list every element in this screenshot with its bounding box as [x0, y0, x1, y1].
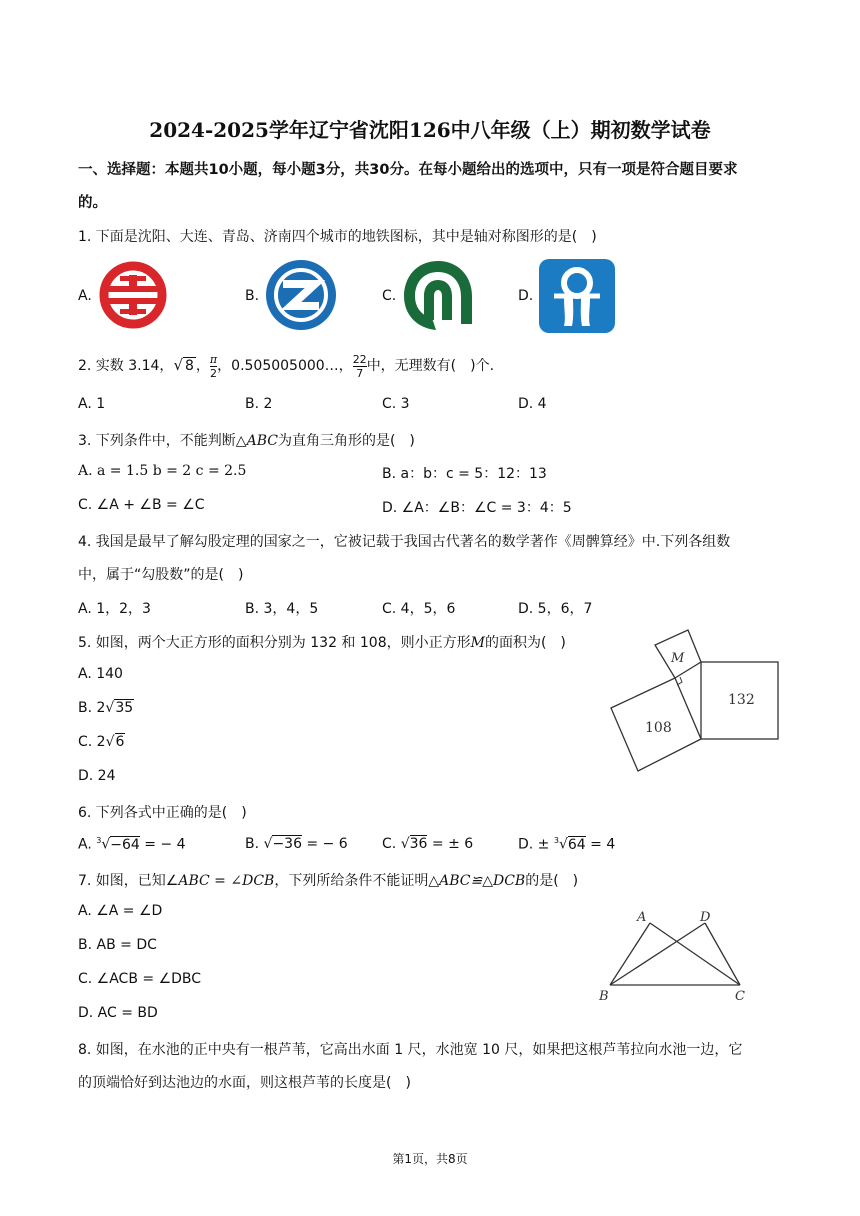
q6-option-b-rad: −36	[272, 836, 302, 852]
q5-option-c	[78, 734, 125, 750]
jinan-metro-logo-icon	[538, 258, 616, 334]
fig-label-m: M	[671, 651, 685, 666]
q1-option-b: B.	[245, 288, 260, 304]
q4-option-a: A. 1，2，3	[78, 601, 151, 617]
q7-stem	[78, 870, 578, 890]
q4-stem: 4. 我国是最早了解勾股定理的国家之一，它被记载于我国古代著名的数学著作《周髀算经》中.下列各组数	[78, 534, 731, 550]
q6-option-b-pre: B.	[245, 836, 264, 852]
q6-option-b	[245, 836, 348, 852]
q6-option-a	[78, 836, 186, 853]
q5-option-a: A. 140	[78, 666, 123, 682]
q7-stem-tri: ABC≌△DCB	[439, 873, 526, 889]
q1-option-a: A.	[78, 288, 92, 304]
q3-option-c: C. ∠A + ∠B = ∠C	[78, 497, 205, 513]
q6-option-c-post: = ± 6	[427, 836, 474, 852]
q7-option-a: A. ∠A = ∠D	[78, 903, 163, 919]
cube-root-index: 3	[553, 836, 559, 845]
q7-figure	[595, 905, 760, 1005]
q7-option-d: D. AC = BD	[78, 1005, 158, 1021]
sqrt-sign-icon: √	[105, 700, 115, 716]
q2-option-a: A. 1	[78, 396, 106, 412]
shenyang-metro-logo-icon	[98, 259, 168, 331]
q6-option-c	[382, 836, 473, 852]
q5-option-c-pre: C. 2	[78, 734, 106, 750]
q2-pi-den: 2	[210, 366, 218, 380]
q3-option-b: B. a：b：c = 5：12：13	[382, 466, 547, 482]
q2-fraction	[353, 353, 367, 380]
q6-option-b-post: = − 6	[301, 836, 348, 852]
q5-stem	[78, 632, 566, 652]
q3-stem	[78, 430, 415, 450]
q4-option-d: D. 5，6，7	[518, 601, 593, 617]
q1-option-d: D.	[518, 288, 534, 304]
q7-option-c: C. ∠ACB = ∠DBC	[78, 971, 202, 987]
q7-option-b: B. AB = DC	[78, 937, 157, 953]
q2-pi-num: π	[209, 352, 218, 366]
qingdao-metro-logo-icon	[400, 258, 476, 332]
q8-stem: 8. 如图，在水池的正中央有一根芦苇，它高出水面 1 尺，水池宽 10 尺，如果把这根芦苇拉向水池一边，它	[78, 1042, 743, 1058]
sqrt-sign-icon: √	[558, 836, 568, 853]
fig-label-c: C	[735, 989, 745, 1004]
fig-label-b: B	[599, 989, 609, 1004]
sqrt-sign-icon: √	[101, 836, 111, 853]
q5-option-b	[78, 700, 134, 716]
q5-figure	[605, 625, 785, 775]
q7-stem-end: 的是( )	[525, 873, 579, 889]
q6-option-a-post: = − 4	[139, 836, 186, 853]
q6-option-a-rad: −64	[110, 836, 140, 853]
q6-option-c-rad: 36	[409, 836, 428, 852]
q3-option-a: A. a = 1.5 b = 2 c = 2.5	[78, 463, 247, 479]
q1-option-c: C.	[382, 288, 397, 304]
q2-stem-start: 2. 实数 3.14，	[78, 358, 174, 374]
q6-option-d-post: = 4	[585, 836, 616, 853]
q6-option-d-pre: D. ±	[518, 836, 554, 853]
sqrt-sign-icon: √	[400, 836, 410, 852]
q5-stem-var: M	[470, 635, 485, 651]
q2-frac-num: 22	[352, 352, 367, 366]
q7-stem-mid: ABC = ∠DCB	[178, 873, 275, 889]
q6-option-d	[518, 836, 615, 853]
q5-option-b-rad: 35	[115, 700, 134, 716]
q2-sqrt-arg: 8	[185, 358, 194, 374]
q3-stem-end: 为直角三角形的是( )	[277, 433, 415, 449]
q2-seq: ，0.505005000…，	[217, 358, 353, 374]
q6-option-c-pre: C.	[382, 836, 401, 852]
q1-stem: 1. 下面是沈阳、大连、青岛、济南四个城市的地铁图标，其中是轴对称图形的是( )	[78, 229, 597, 245]
q4-option-b: B. 3，4，5	[245, 601, 319, 617]
sqrt-sign-icon: √	[173, 356, 183, 374]
q2-frac-den: 7	[356, 366, 364, 380]
page-title: 2024-2025学年辽宁省沈阳126中八年级（上）期初数学试卷	[149, 118, 711, 142]
q4-stem-cont: 中，属于“勾股数”的是( )	[78, 567, 244, 583]
dalian-metro-logo-icon	[265, 259, 337, 331]
sqrt-sign-icon: √	[105, 734, 115, 750]
q2-option-b: B. 2	[245, 396, 273, 412]
q6-option-a-pre: A.	[78, 836, 97, 853]
q3-stem-text: 3. 下列条件中，不能判断△	[78, 433, 247, 449]
q2-stem-end: 中，无理数有( )个.	[366, 358, 495, 374]
q4-option-c: C. 4，5，6	[382, 601, 456, 617]
q5-stem-text: 5. 如图，两个大正方形的面积分别为 132 和 108，则小正方形	[78, 635, 471, 651]
section-heading: 一、选择题：本题共10小题，每小题3分，共30分。在每小题给出的选项中，只有一项是符合题目要求	[78, 162, 738, 178]
fig-label-d: D	[700, 910, 711, 925]
q5-stem-end: 的面积为( )	[484, 635, 566, 651]
q5-option-b-pre: B. 2	[78, 700, 106, 716]
q3-option-d: D. ∠A：∠B：∠C = 3：4：5	[382, 500, 572, 516]
q5-option-c-rad: 6	[115, 734, 125, 750]
section-heading-cont: 的。	[78, 195, 107, 211]
sqrt-sign-icon: √	[263, 836, 273, 852]
q2-option-c: C. 3	[382, 396, 410, 412]
q6-stem: 6. 下列各式中正确的是( )	[78, 805, 247, 821]
fig-label-132: 132	[728, 692, 755, 708]
q7-stem-start: 7. 如图，已知∠	[78, 873, 179, 889]
q2-option-d: D. 4	[518, 396, 547, 412]
q5-option-d: D. 24	[78, 768, 116, 784]
cube-root-index: 3	[96, 836, 102, 845]
page-footer: 第1页，共8页	[392, 1152, 468, 1166]
fig-label-108: 108	[645, 720, 672, 736]
q8-stem-cont: 的顶端恰好到达池边的水面，则这根芦苇的长度是( )	[78, 1075, 411, 1091]
fig-label-a: A	[637, 910, 647, 925]
q3-stem-var: ABC	[246, 433, 278, 449]
q2-stem: 2. 实数 3.14，√ 8 ， $\frac{\pi}{2}$ ，0.505005000…， $\frac{22}{7}$ 中，无理数有( )个.	[78, 352, 495, 380]
q6-option-d-rad: 64	[567, 836, 586, 853]
q7-stem-mid2: ，下列所给条件不能证明△	[274, 873, 440, 889]
